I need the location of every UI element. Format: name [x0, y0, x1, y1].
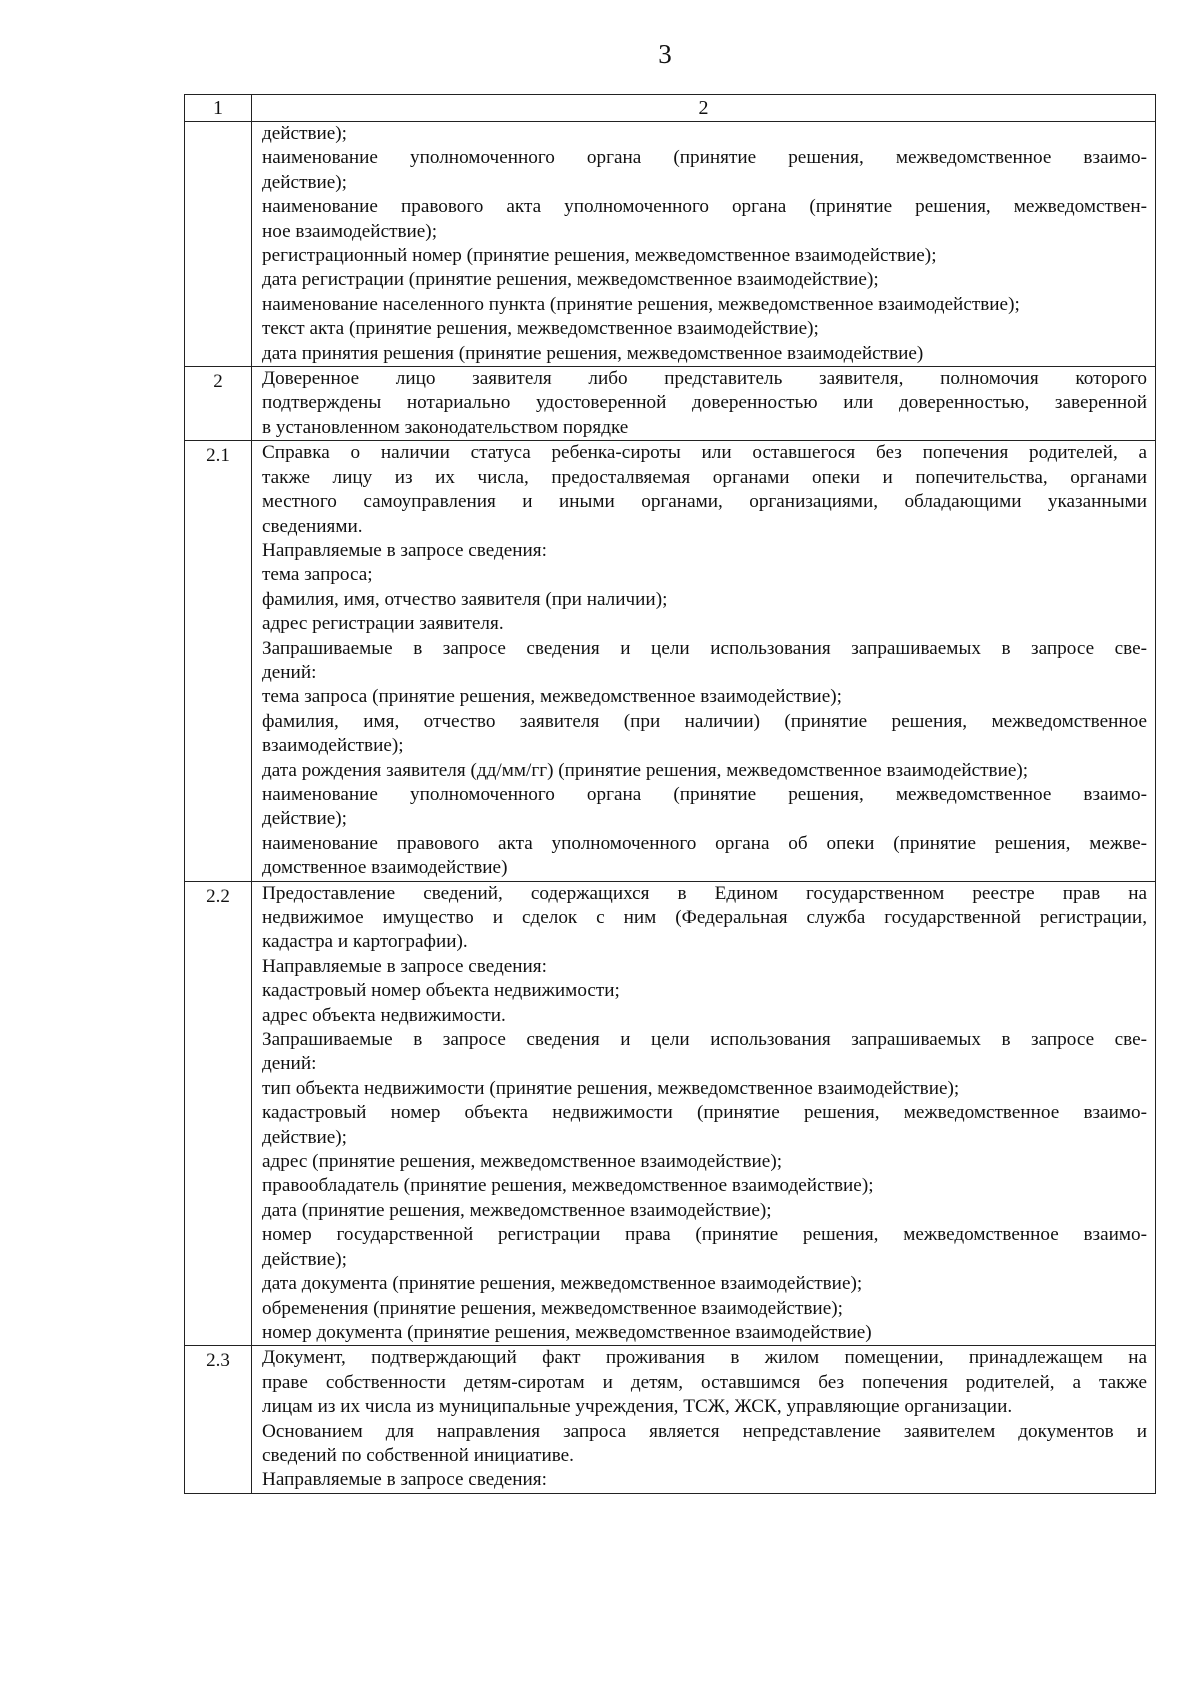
text-line: лицам из их числа из муниципальные учреждения, ТСЖ, ЖСК, управляющие организации. — [262, 1396, 1013, 1418]
text-line: наименование уполномоченного органа (принятие решения, межведомственное взаимо- — [262, 147, 1147, 169]
text-line: кадастровый номер объекта недвижимости; — [262, 980, 620, 1002]
text-line: кадастра и картографии). — [262, 931, 468, 953]
table-row — [185, 441, 1156, 881]
text-line: дений: — [262, 661, 317, 683]
text-line: Запрашиваемые в запросе сведения и цели использования запрашиваемых в запросе све- — [262, 637, 1147, 659]
row-number: 2 — [185, 367, 252, 441]
row-content — [252, 441, 1156, 881]
table-row — [185, 1346, 1156, 1493]
text-line: адрес (принятие решения, межведомственное взаимодействие); — [262, 1151, 783, 1173]
text-line: в установленном законодательством порядке — [262, 416, 629, 438]
text-line: кадастровый номер объекта недвижимости (принятие решения, межведомственное взаимо- — [262, 1102, 1147, 1124]
text-line: также лицу из их числа, предосталвяемая органами опеки и попечительства, органами — [262, 466, 1147, 488]
text-line: дений: — [262, 1053, 317, 1075]
text-line: текст акта (принятие решения, межведомственное взаимодействие); — [262, 318, 819, 340]
text-line: тема запроса; — [262, 564, 373, 586]
text-line: Предоставление сведений, содержащихся в Едином государственном реестре прав на — [262, 882, 1147, 904]
text-line: тема запроса (принятие решения, межведомственное взаимодействие); — [262, 686, 842, 708]
text-line: Направляемые в запросе сведения: — [262, 955, 547, 977]
row-number: 2.3 — [185, 1346, 252, 1493]
text-line: тип объекта недвижимости (принятие решения, межведомственное взаимодействие); — [262, 1077, 960, 1099]
column-header-number: 1 — [185, 95, 252, 122]
text-line: дата рождения заявителя (дд/мм/гг) (принятие решения, межведомственное взаимодействие); — [262, 759, 1029, 781]
row-content — [252, 367, 1156, 441]
text-line: дата регистрации (принятие решения, межведомственное взаимодействие); — [262, 269, 879, 291]
text-line: действие); — [262, 171, 348, 193]
text-line: действие); — [262, 808, 348, 830]
text-line: действие); — [262, 123, 348, 144]
text-line: дата принятия решения (принятие решения, межведомственное взаимодействие) — [262, 342, 924, 364]
document-table — [184, 94, 1156, 1494]
text-line: регистрационный номер (принятие решения, межведомственное взаимодействие); — [262, 245, 937, 267]
text-line: праве собственности детям-сиротам и детям, оставшимся без попечения родителей, а также — [262, 1371, 1147, 1393]
text-line: Запрашиваемые в запросе сведения и цели использования запрашиваемых в запросе све- — [262, 1029, 1147, 1051]
text-line: подтверждены нотариально удостоверенной доверенностью или доверенностью, заверенной — [262, 392, 1147, 414]
text-line: Справка о наличии статуса ребенка-сироты или оставшегося без попечения родителей, а — [262, 442, 1147, 464]
row-number: 2.2 — [185, 881, 252, 1346]
row-number: 2.1 — [185, 441, 252, 881]
text-line: взаимодействие); — [262, 735, 404, 757]
text-line: номер документа (принятие решения, межведомственное взаимодействие) — [262, 1321, 872, 1343]
text-line: номер государственной регистрации права (принятие решения, межведомственное взаимо- — [262, 1224, 1147, 1246]
text-line: дата (принятие решения, межведомственное взаимодействие); — [262, 1199, 772, 1221]
text-line: Направляемые в запросе сведения: — [262, 1469, 547, 1491]
table-header-row — [185, 95, 1156, 122]
table-body — [185, 122, 1156, 1494]
row-content — [252, 1346, 1156, 1493]
column-header-content: 2 — [252, 95, 1156, 122]
page-number: 3 — [658, 39, 672, 69]
text-line: наименование правового акта уполномоченного органа об опеки (принятие решения, межве- — [262, 832, 1147, 854]
text-line: местного самоуправления и иными органами, организациями, обладающими указанными — [262, 491, 1147, 513]
text-line: ное взаимодействие); — [262, 220, 438, 242]
text-line: фамилия, имя, отчество заявителя (при наличии); — [262, 588, 668, 610]
text-line: Доверенное лицо заявителя либо представитель заявителя, полномочия которого — [262, 368, 1147, 390]
text-line: правообладатель (принятие решения, межведомственное взаимодействие); — [262, 1175, 874, 1197]
text-line: адрес регистрации заявителя. — [262, 613, 504, 635]
text-line: наименование населенного пункта (принятие решения, межведомственное взаимодействие); — [262, 293, 1020, 315]
text-line: наименование правового акта уполномоченного органа (принятие решения, межведомствен- — [262, 196, 1147, 218]
text-line: сведениями. — [262, 515, 363, 537]
row-content — [252, 881, 1156, 1346]
table-row — [185, 122, 1156, 367]
text-line: фамилия, имя, отчество заявителя (при наличии) (принятие решения, межведомственное — [262, 710, 1147, 732]
table-row — [185, 881, 1156, 1346]
text-line: дата документа (принятие решения, межведомственное взаимодействие); — [262, 1273, 863, 1295]
text-line: сведений по собственной инициативе. — [262, 1444, 574, 1466]
text-line: наименование уполномоченного органа (принятие решения, межведомственное взаимо- — [262, 783, 1147, 805]
table-row — [185, 367, 1156, 441]
text-line: недвижимое имущество и сделок с ним (Федеральная служба государственной регистрации, — [262, 907, 1147, 928]
text-line: домственное взаимодействие) — [262, 857, 508, 879]
text-line: действие); — [262, 1248, 348, 1270]
text-line: адрес объекта недвижимости. — [262, 1004, 506, 1026]
text-line: действие); — [262, 1126, 348, 1148]
row-content — [252, 122, 1156, 367]
text-line: Документ, подтверждающий факт проживания в жилом помещении, принадлежащем на — [262, 1347, 1147, 1369]
text-line: Основанием для направления запроса является непредставление заявителем документов и — [262, 1420, 1147, 1442]
text-line: Направляемые в запросе сведения: — [262, 539, 547, 561]
row-number — [185, 122, 252, 367]
text-line: обременения (принятие решения, межведомственное взаимодействие); — [262, 1297, 843, 1319]
